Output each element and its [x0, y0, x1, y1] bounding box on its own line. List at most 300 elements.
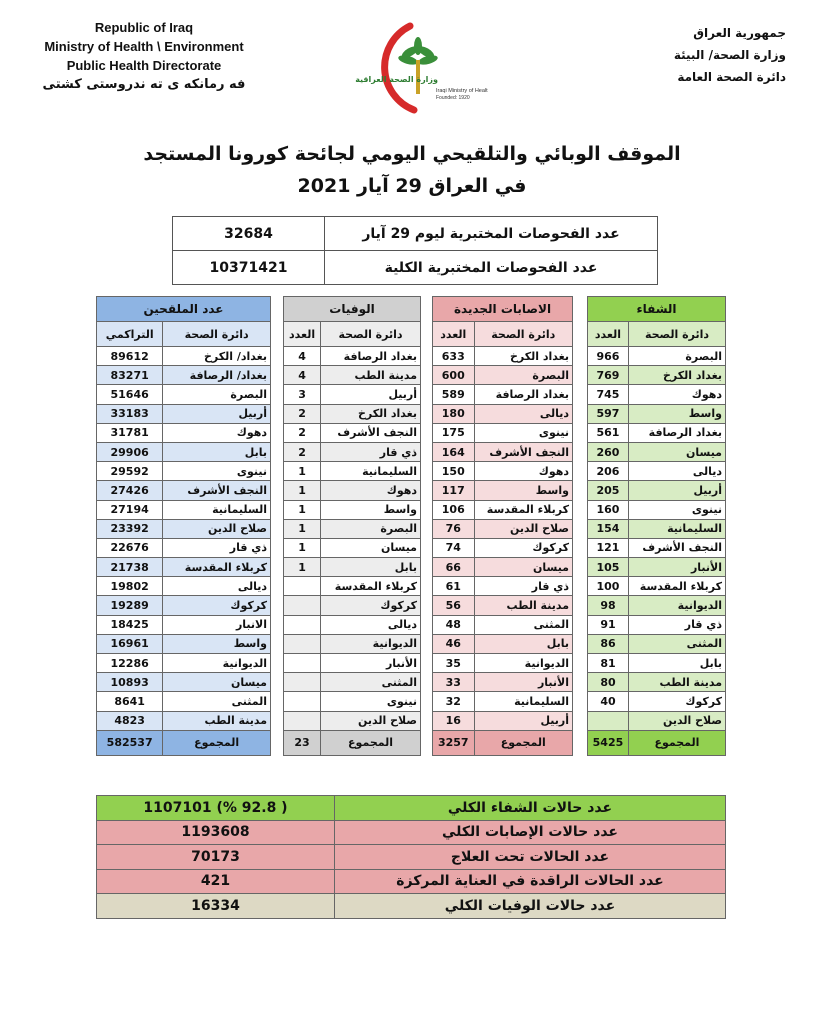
count-value: 154 — [588, 519, 629, 538]
table-row — [97, 385, 271, 404]
count-value: 12286 — [97, 654, 163, 673]
count-value: 35 — [433, 654, 475, 673]
header-ar-line: دائرة الصحة العامة — [677, 70, 786, 84]
count-value: 23392 — [97, 519, 163, 538]
table-row — [284, 404, 421, 423]
directorate-name: صلاح الدين — [628, 711, 725, 730]
directorate-name: نينوى — [628, 500, 725, 519]
count-value: 4823 — [97, 711, 163, 730]
total-label: المجموع — [474, 730, 572, 755]
directorate-name: الديوانية — [474, 654, 572, 673]
table-row — [433, 519, 573, 538]
count-value: 2 — [284, 423, 321, 442]
table-row — [97, 558, 271, 577]
count-value: 80 — [588, 673, 629, 692]
table-row — [284, 423, 421, 442]
table-row — [433, 615, 573, 634]
summary-label: عدد الحالات تحت العلاج — [335, 845, 726, 870]
count-value: 966 — [588, 347, 629, 366]
directorate-name: بغداد/ الرصافة — [163, 366, 271, 385]
directorate-name: نينوى — [321, 692, 421, 711]
table-row — [97, 634, 271, 653]
directorate-name: واسط — [163, 634, 271, 653]
logo-text: وزارة الصحة العراقية — [355, 75, 438, 84]
table-row — [284, 347, 421, 366]
header-en-line: Ministry of Health \ Environment — [44, 39, 244, 54]
count-value — [284, 654, 321, 673]
count-value: 106 — [433, 500, 475, 519]
directorate-name: ذي قار — [628, 615, 725, 634]
count-value — [284, 673, 321, 692]
table-row — [97, 711, 271, 730]
directorate-name: أربيل — [474, 711, 572, 730]
table-row — [433, 596, 573, 615]
directorate-name: البصرة — [628, 347, 725, 366]
total-row — [284, 730, 421, 755]
directorate-name: ميسان — [474, 558, 572, 577]
table-row — [284, 519, 421, 538]
table-row — [284, 385, 421, 404]
count-value: 1 — [284, 462, 321, 481]
count-value: 40 — [588, 692, 629, 711]
count-value: 105 — [588, 558, 629, 577]
count-value — [588, 711, 629, 730]
count-value: 18425 — [97, 615, 163, 634]
table-row — [588, 366, 726, 385]
count-value: 16 — [433, 711, 475, 730]
table-title: الشفاء — [588, 297, 726, 322]
table-row — [588, 500, 726, 519]
table-row — [433, 366, 573, 385]
header-ar-line: وزارة الصحة/ البيئة — [673, 48, 786, 62]
count-value: 33183 — [97, 404, 163, 423]
directorate-name: واسط — [628, 404, 725, 423]
tests-row — [173, 217, 658, 251]
count-value: 83271 — [97, 366, 163, 385]
table-row — [433, 692, 573, 711]
directorate-name: دهوك — [628, 385, 725, 404]
directorate-name: الأنبار — [474, 673, 572, 692]
count-value: 29592 — [97, 462, 163, 481]
count-value: 27426 — [97, 481, 163, 500]
count-value: 633 — [433, 347, 475, 366]
count-value: 175 — [433, 423, 475, 442]
count-value: 10893 — [97, 673, 163, 692]
table-row — [97, 538, 271, 557]
table-row — [588, 519, 726, 538]
table-row — [97, 442, 271, 461]
directorate-name: مدينة الطب — [628, 673, 725, 692]
directorate-name: ميسان — [321, 538, 421, 557]
directorate-name: بابل — [628, 654, 725, 673]
page-title — [120, 138, 704, 202]
count-value: 51646 — [97, 385, 163, 404]
table-row — [588, 692, 726, 711]
recovery-table — [587, 296, 726, 756]
table-row — [284, 673, 421, 692]
directorate-name: نينوى — [163, 462, 271, 481]
table-row — [588, 404, 726, 423]
directorate-name: دهوك — [474, 462, 572, 481]
deaths-table — [283, 296, 421, 756]
directorate-name: المثنى — [474, 615, 572, 634]
directorate-name: بابل — [474, 634, 572, 653]
directorate-name: دهوك — [321, 481, 421, 500]
directorate-name: مدينة الطب — [321, 366, 421, 385]
table-row — [97, 596, 271, 615]
count-value: 4 — [284, 347, 321, 366]
header-arabic-block — [586, 22, 786, 88]
summary-row — [97, 894, 726, 919]
total-value: 5425 — [588, 730, 629, 755]
table-row — [433, 711, 573, 730]
count-value: 2 — [284, 442, 321, 461]
directorate-name: البصرة — [321, 519, 421, 538]
table-row — [97, 654, 271, 673]
table-title: عدد الملقحين — [97, 297, 271, 322]
directorate-name: الديوانية — [163, 654, 271, 673]
table-row — [433, 634, 573, 653]
table-row — [97, 462, 271, 481]
count-value — [284, 577, 321, 596]
table-row — [588, 673, 726, 692]
count-value: 589 — [433, 385, 475, 404]
column-header-directorate: دائرة الصحة — [163, 322, 271, 347]
table-row — [433, 538, 573, 557]
directorate-name: صلاح الدين — [321, 711, 421, 730]
summary-label: عدد حالات الشفاء الكلي — [335, 796, 726, 821]
table-row — [588, 347, 726, 366]
table-row — [284, 654, 421, 673]
count-value: 81 — [588, 654, 629, 673]
directorate-name: ديالى — [474, 404, 572, 423]
count-value: 745 — [588, 385, 629, 404]
count-value: 769 — [588, 366, 629, 385]
directorate-name: كربلاء المقدسة — [628, 577, 725, 596]
table-row — [284, 634, 421, 653]
directorate-name: كركوك — [321, 596, 421, 615]
count-value: 66 — [433, 558, 475, 577]
count-value: 74 — [433, 538, 475, 557]
summary-table — [96, 795, 726, 919]
directorate-name: بغداد الرصافة — [474, 385, 572, 404]
table-row — [433, 385, 573, 404]
directorate-name: الانبار — [163, 615, 271, 634]
table-row — [284, 462, 421, 481]
directorate-name: بغداد الكرخ — [628, 366, 725, 385]
table-row — [588, 558, 726, 577]
new-cases-table — [432, 296, 573, 756]
table-row — [588, 481, 726, 500]
directorate-name: ذي قار — [321, 442, 421, 461]
header-en-line: Public Health Directorate — [66, 58, 222, 73]
table-row — [588, 596, 726, 615]
table-row — [284, 481, 421, 500]
table-row — [588, 538, 726, 557]
table-row — [588, 385, 726, 404]
table-row — [97, 500, 271, 519]
summary-row — [97, 869, 726, 894]
count-value — [284, 596, 321, 615]
directorate-name: الديوانية — [628, 596, 725, 615]
table-row — [284, 442, 421, 461]
table-row — [97, 577, 271, 596]
count-value: 117 — [433, 481, 475, 500]
directorate-name: بغداد الرصافة — [321, 347, 421, 366]
table-row — [97, 366, 271, 385]
directorate-name: مدينة الطب — [474, 596, 572, 615]
count-value: 1 — [284, 558, 321, 577]
directorate-name: نينوى — [474, 423, 572, 442]
directorate-name: النجف الأشرف — [474, 442, 572, 461]
count-value: 561 — [588, 423, 629, 442]
total-value: 23 — [284, 730, 321, 755]
count-value: 27194 — [97, 500, 163, 519]
directorate-name: الأنبار — [628, 558, 725, 577]
directorate-name: كربلاء المقدسة — [163, 558, 271, 577]
table-row — [433, 673, 573, 692]
summary-value: 70173 — [97, 845, 335, 870]
summary-value: 1107101 (% 92.8 ) — [97, 796, 335, 821]
logo-subtext: Iraqi Ministry of Health — [436, 88, 488, 94]
directorate-name: بغداد الكرخ — [321, 404, 421, 423]
summary-label: عدد حالات الإصابات الكلي — [335, 820, 726, 845]
directorate-name: النجف الأشرف — [163, 481, 271, 500]
count-value: 32 — [433, 692, 475, 711]
table-title-row — [433, 297, 573, 322]
count-value: 98 — [588, 596, 629, 615]
count-value: 91 — [588, 615, 629, 634]
directorate-name: دهوك — [163, 423, 271, 442]
total-label: المجموع — [321, 730, 421, 755]
count-value — [284, 615, 321, 634]
table-row — [433, 423, 573, 442]
directorate-name: ديالى — [321, 615, 421, 634]
table-header-row — [97, 322, 271, 347]
summary-value: 421 — [97, 869, 335, 894]
directorate-name: كركوك — [628, 692, 725, 711]
table-row — [284, 692, 421, 711]
directorate-name: المثنى — [321, 673, 421, 692]
count-value: 33 — [433, 673, 475, 692]
total-row — [433, 730, 573, 755]
total-row — [588, 730, 726, 755]
table-row — [97, 519, 271, 538]
table-row — [284, 615, 421, 634]
table-row — [433, 654, 573, 673]
directorate-name: أربيل — [628, 481, 725, 500]
directorate-name: ذي قار — [163, 538, 271, 557]
table-row — [284, 366, 421, 385]
directorate-name: البصرة — [163, 385, 271, 404]
count-value: 89612 — [97, 347, 163, 366]
count-value: 4 — [284, 366, 321, 385]
directorate-name: ذي قار — [474, 577, 572, 596]
summary-label: عدد الحالات الراقدة في العناية المركزة — [335, 869, 726, 894]
table-row — [433, 558, 573, 577]
count-value: 206 — [588, 462, 629, 481]
count-value — [284, 692, 321, 711]
header-kurdish-line: فه رمانكه ى ته ندروستى كشتى — [42, 77, 246, 92]
count-value: 100 — [588, 577, 629, 596]
table-row — [97, 692, 271, 711]
directorate-name: كربلاء المقدسة — [474, 500, 572, 519]
directorate-name: السليمانية — [628, 519, 725, 538]
directorate-name: صلاح الدين — [474, 519, 572, 538]
ministry-logo — [352, 18, 488, 118]
directorate-name: المثنى — [163, 692, 271, 711]
count-value: 8641 — [97, 692, 163, 711]
total-row — [97, 730, 271, 755]
count-value: 1 — [284, 481, 321, 500]
count-value: 31781 — [97, 423, 163, 442]
count-value: 21738 — [97, 558, 163, 577]
count-value: 164 — [433, 442, 475, 461]
table-row — [433, 500, 573, 519]
count-value: 48 — [433, 615, 475, 634]
table-row — [588, 654, 726, 673]
count-value: 29906 — [97, 442, 163, 461]
table-row — [284, 577, 421, 596]
count-value: 56 — [433, 596, 475, 615]
summary-value: 16334 — [97, 894, 335, 919]
table-row — [284, 538, 421, 557]
directorate-name: بغداد/ الكرخ — [163, 347, 271, 366]
column-header-directorate: دائرة الصحة — [628, 322, 725, 347]
table-row — [97, 347, 271, 366]
count-value: 180 — [433, 404, 475, 423]
table-header-row — [284, 322, 421, 347]
count-value: 16961 — [97, 634, 163, 653]
directorate-name: كركوك — [163, 596, 271, 615]
directorate-name: بغداد الرصافة — [628, 423, 725, 442]
count-value: 597 — [588, 404, 629, 423]
column-header-count: العدد — [284, 322, 321, 347]
table-row — [433, 442, 573, 461]
total-label: المجموع — [163, 730, 271, 755]
directorate-name: واسط — [474, 481, 572, 500]
count-value: 600 — [433, 366, 475, 385]
tests-value: 32684 — [173, 217, 325, 251]
count-value: 1 — [284, 538, 321, 557]
count-value: 1 — [284, 519, 321, 538]
summary-row — [97, 820, 726, 845]
table-row — [97, 423, 271, 442]
directorate-name: السليمانية — [163, 500, 271, 519]
table-row — [588, 423, 726, 442]
count-value — [284, 711, 321, 730]
summary-label: عدد حالات الوفيات الكلي — [335, 894, 726, 919]
tests-row — [173, 251, 658, 285]
header-ar-line: جمهورية العراق — [693, 26, 786, 40]
table-row — [97, 481, 271, 500]
directorate-name: ميسان — [163, 673, 271, 692]
table-header-row — [588, 322, 726, 347]
count-value: 19289 — [97, 596, 163, 615]
directorate-name: كربلاء المقدسة — [321, 577, 421, 596]
directorate-name: الديوانية — [321, 634, 421, 653]
table-row — [284, 500, 421, 519]
count-value: 76 — [433, 519, 475, 538]
table-row — [588, 462, 726, 481]
table-title: الوفيات — [284, 297, 421, 322]
table-row — [433, 462, 573, 481]
count-value: 86 — [588, 634, 629, 653]
count-value: 22676 — [97, 538, 163, 557]
directorate-name: النجف الأشرف — [628, 538, 725, 557]
column-header-count: العدد — [588, 322, 629, 347]
count-value: 3 — [284, 385, 321, 404]
directorate-name: صلاح الدين — [163, 519, 271, 538]
directorate-name: ديالى — [163, 577, 271, 596]
total-label: المجموع — [628, 730, 725, 755]
summary-row — [97, 796, 726, 821]
directorate-name: ديالى — [628, 462, 725, 481]
column-header-directorate: دائرة الصحة — [474, 322, 572, 347]
table-row — [588, 711, 726, 730]
table-row — [588, 615, 726, 634]
total-value: 3257 — [433, 730, 475, 755]
directorate-name: البصرة — [474, 366, 572, 385]
count-value: 121 — [588, 538, 629, 557]
count-value: 160 — [588, 500, 629, 519]
directorate-name: ميسان — [628, 442, 725, 461]
count-value: 205 — [588, 481, 629, 500]
table-header-row — [433, 322, 573, 347]
directorate-name: واسط — [321, 500, 421, 519]
directorate-name: السليمانية — [321, 462, 421, 481]
tests-label: عدد الفحوصات المختبرية الكلية — [325, 251, 658, 285]
table-row — [588, 634, 726, 653]
count-value: 2 — [284, 404, 321, 423]
count-value: 1 — [284, 500, 321, 519]
table-row — [97, 673, 271, 692]
summary-row — [97, 845, 726, 870]
total-value: 582537 — [97, 730, 163, 755]
count-value: 46 — [433, 634, 475, 653]
count-value: 260 — [588, 442, 629, 461]
tests-value: 10371421 — [173, 251, 325, 285]
summary-value: 1193608 — [97, 820, 335, 845]
table-row — [588, 577, 726, 596]
count-value: 150 — [433, 462, 475, 481]
table-row — [284, 558, 421, 577]
table-row — [433, 404, 573, 423]
directorate-name: مدينة الطب — [163, 711, 271, 730]
logo-founded: Founded: 1920 — [436, 95, 470, 101]
header-en-line: Republic of Iraq — [94, 20, 194, 35]
table-row — [97, 615, 271, 634]
title-date-line: في العراق 29 آيار 2021 — [297, 175, 527, 197]
directorate-name: بغداد الكرخ — [474, 347, 572, 366]
table-row — [284, 711, 421, 730]
directorate-name: كركوك — [474, 538, 572, 557]
table-title: الاصابات الجديدة — [433, 297, 573, 322]
title-line: الموقف الوبائي والتلقيحي اليومي لجائحة كورونا المستجد — [143, 143, 681, 165]
column-header-count: العدد — [433, 322, 475, 347]
directorate-name: السليمانية — [474, 692, 572, 711]
directorate-name: بابل — [321, 558, 421, 577]
table-title-row — [588, 297, 726, 322]
directorate-name: بابل — [163, 442, 271, 461]
lab-tests-table — [172, 216, 658, 285]
column-header-count: التراكمي — [97, 322, 163, 347]
table-row — [284, 596, 421, 615]
table-row — [433, 577, 573, 596]
vaccinated-table — [96, 296, 271, 756]
directorate-name: أربيل — [163, 404, 271, 423]
table-title-row — [97, 297, 271, 322]
